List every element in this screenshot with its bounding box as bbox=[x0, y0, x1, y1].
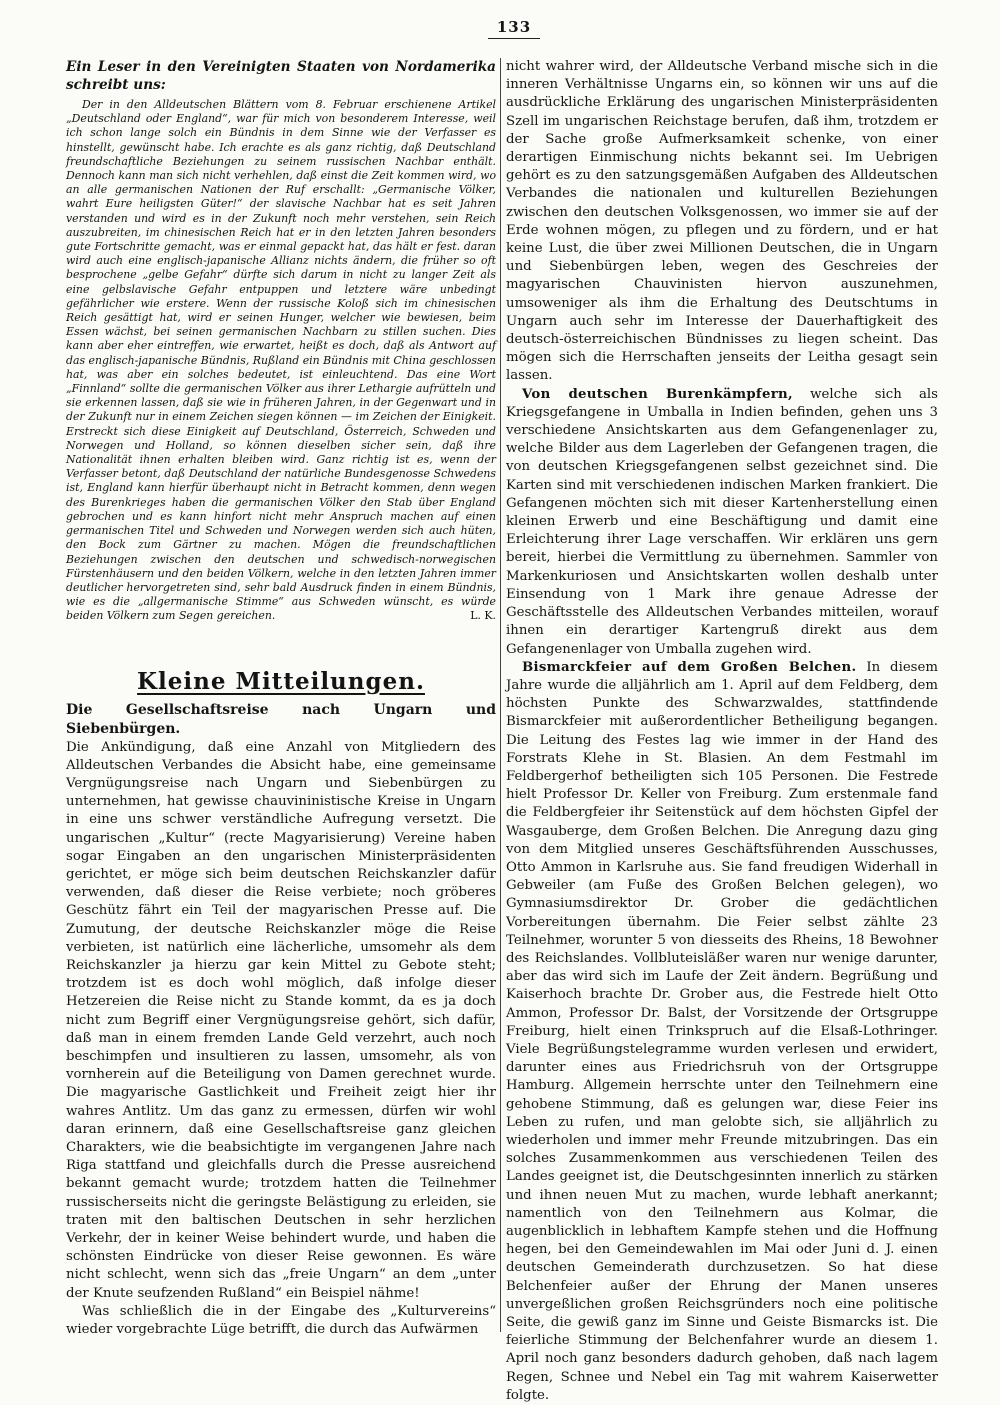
paragraph-lead: Bismarckfeier auf dem Großen Belchen. bbox=[522, 659, 857, 675]
reader-letter bbox=[66, 98, 496, 624]
left-column bbox=[66, 58, 496, 1338]
page-number: 133 bbox=[488, 18, 540, 39]
reader-letter-text: Der in den Alldeutschen Blättern vom 8. Februar erschienene Artikel „Deutschland oder England“, war für mich von besonderem Interesse, weil ich schon lange solch ein Bündnis in dem Sinne wie der Verfasser es hinstellt, gewünscht habe. Ich erachte es als ganz richtig, daß Deutschland freundschaftliche Beziehungen zu seinem russischen Nachbar enthält. Dennoch kann man sich nicht verhehlen, daß einst die Zeit kommen wird, wo an alle germanischen Nationen der Ruf erschallt: „Germanische Völker, wahrt Eure heiligsten Güter!“ der slavische Nachbar hat es seit Jahren verstanden und wird es in der Zukunft noch mehr verstehen, sein Reich auszubreiten, im chinesischen Reich hat er in den letzten Jahren besonders gute Fortschritte gemacht, was er einmal gepackt hat, das hält er fest. daran wird auch eine englisch-japanische Allianz nichts ändern, die früher so oft besprochene „gelbe Gefahr“ dürfte sich darum in nicht zu langer Zeit als eine gelbslavische Gefahr entpuppen und letztere wäre unbedingt gefährlicher wie erstere. Wenn der russische Koloß sich im chinesischen Reich gesättigt hat, wird er seinen Hunger, welcher wie bewiesen, beim Essen wächst, bei seinen germanischen Nachbarn zu stillen suchen. Dies kann aber eher eintreffen, wie erwartet, heißt es doch, daß als Antwort auf das englisch-japanische Bündnis, Rußland ein Bündnis mit China geschlossen hat, was aber ein solches bedeutet, ist einleuchtend. Das eine Wort „Finnland“ sollte die germanischen Völker aus ihrer Lethargie aufrütteln und sie erkennen lassen, daß sie wie in früheren Jahren, in der Gegenwart und in der Zukunft nur in einem Zeichen siegen können — im Zeichen der Einigkeit. Erstreckt sich diese Einigkeit auf Deutschland, Österreich, Schweden und Norwegen und Holland, so können dieselben sicher sein, daß ihre Nationalität ihnen erhalten bleiben wird. Ganz richtig ist es, wenn der Verfasser betont, daß Deutschland der natürliche Bundesgenosse Schwedens ist, England kann hierfür überhaupt nicht in Betracht kommen, denn wegen des Burenkrieges haben die germanischen Völker den Stab über England gebrochen und es kann hinfort nicht mehr Anspruch machen auf einen germanischen Titel und Schweden und Norwegen werden sich auch hüten, den Bock zum Gärtner zu machen. Mögen die freundschaftlichen Beziehungen zwischen den deutschen und schwedisch-norwegischen Fürstenhäusern und den beiden Völkern, welche in den letzten Jahren immer deutlicher hervorgetreten sind, sehr bald Ausdruck finden in einem Bündnis, wie es die „allgermanische Stimme“ aus Schweden wünscht, es würde beiden Völkern zum Segen gereichen. bbox=[66, 98, 496, 623]
article-paragraph bbox=[506, 659, 938, 1405]
column-divider bbox=[500, 58, 501, 1332]
letter-intro: Ein Leser in den Vereinigten Staaten von Nordamerika schreibt uns: bbox=[66, 59, 496, 93]
paragraph-lead: Von deutschen Burenkämpfern, bbox=[522, 386, 793, 402]
article-paragraph bbox=[506, 386, 938, 659]
article-paragraph: Die Ankündigung, daß eine Anzahl von Mitgliedern des Alldeutschen Verbandes die Absicht habe, eine gemeinsame Vergnügungsreise nach Ungarn und Siebenbürgen zu unternehmen, hat gewisse chauvininistische Kreise in Ungarn in eine uns schwer verständliche Aufregung versetzt. Die ungarischen „Kultur“ (recte Magyarisierung) Vereine haben sogar Eingaben an den ungarischen Ministerpräsidenten gerichtet, er möge sich beim deutschen Reichskanzler dafür verwenden, daß dieser die Reise verbiete; noch gröberes Geschütz fährt ein Teil der magyarischen Presse auf. Die Zumutung, der deutsche Reichskanzler möge die Reise verbieten, ist natürlich eine lächerliche, umsomehr als dem Reichskanzler ja hierzu gar kein Mittel zu Gebote steht; trotzdem ist es doch wohl möglich, daß infolge dieser Hetzereien die Reise nicht zu Stande kommt, da es ja doch nicht zum Begriff einer Vergnügungsreise gehört, sich dafür, daß man in einem fremden Lande Geld verzehrt, auch noch beschimpfen und insultieren zu lassen, umsomehr, als von vornherein auf die Beteiligung von Damen gerechnet wurde. Die magyarische Gastlichkeit und Freiheit zeigt hier ihr wahres Antlitz. Um das ganz zu ermessen, dürfen wir wohl daran erinnern, daß eine Gesellschaftsreise ganz gleichen Charakters, wie die beabsichtigte im vergangenen Jahre nach Riga stattfand und gleichfalls durch die Presse ausreichend bekannt gemacht wurde; trotzdem hatten die Teilnehmer russischerseits nicht die geringste Belästigung zu erleiden, sie traten mit den baltischen Deutschen in sehr herzlichen Verkehr, der in keiner Weise behindert wurde, und haben die schönsten Eindrücke von dieser Reise gewonnen. Es wäre nicht schlecht, wenn sich das „freie Ungarn“ an dem „unter der Knute seufzenden Rußland“ ein Beispiel nähme! bbox=[66, 739, 496, 1301]
article-paragraph: Was schließlich die in der Eingabe des „Kulturvereins“ wieder vorgebrachte Lüge betrifft, die durch das Aufwärmen bbox=[66, 1303, 496, 1338]
right-column bbox=[506, 58, 939, 1403]
paragraph-text: In diesem Jahre wurde die alljährlich am 1. April auf dem Feldberg, dem höchsten Punkte des Schwarzwaldes, stattfindende Bismarckfeier mit außerordentlicher Betheiligung begangen. Die Leitung des Festes lag wie immer in der Hand des Forstrats Klehe in St. Blasien. An dem Festmahl im Feldbergerhof betheiligten sich 105 Personen. Die Festrede hielt Professor Dr. Keller von Freiburg. Zum erstenmale fand die Feldbergfeier ihr Seitenstück auf dem höchsten Gipfel der Wasgauberge, dem Großen Belchen. Die Anregung dazu ging von dem Mitglied unseres Geschäftsführenden Ausschusses, Otto Ammon in Karlsruhe aus. Sie fand freudigen Widerhall in Gebweiler (am Fuße des Großen Belchen gelegen), wo Gymnasiumsdirektor Dr. Grober die gedächtlichen Vorbereitungen übernahm. Die Feier selbst zählte 23 Teilnehmer, worunter 5 von diesseits des Rheins, 18 Bewohner des Reichslandes. Vollbluteisläßer waren nur wenige darunter, aber das wird sich im Laufe der Zeit ändern. Begrüßung und Kaiserhoch brachte Dr. Grober aus, die Festrede hielt Otto Ammon, Professor Dr. Balst, der Vorsitzende der Ortsgruppe Freiburg, hielt einen Trinkspruch auf die Elsaß-Lothringer. Viele Begrüßungstelegramme wurden verlesen und erwidert, darunter eines aus Friedrichsruh von der Ortsgruppe Hamburg. Allgemein herrschte unter den Teilnehmern eine gehobene Stimmung, daß es gelungen war, diese Feier ins Leben zu rufen, und man gelobte sich, sie alljährlich zu wiederholen und immer mehr Freunde mitzubringen. Das ein solches Zusammenkommen aus verschiedenen Teilen des Landes geeignet ist, die Deutschgesinnten innerlich zu stärken und ihnen neuen Mut zu machen, wurde lebhaft anerkannt; namentlich von den Teilnehmern aus Kolmar, die augenblicklich in lebhaftem Kampfe stehen und die Hoffnung hegen, bei den Gemeindewahlen im Mai oder Juni d. J. einen deutschen Gemeinderath durchzusetzen. So hat diese Belchenfeier außer der Ehrung der Manen unseres unvergeßlichen großen Reichsgründers noch eine politische Seite, die gewiß ganz im Sinne und Geiste Bismarcks ist. Die feierliche Stimmung der Belchenfahrer wurde an diesem 1. April noch ganz besonders dadurch gehoben, daß nach lagem Regen, Schnee und Nebel ein Tag mit wahrem Kaiserwetter folgte. bbox=[506, 659, 938, 1403]
letter-signature: L. K. bbox=[470, 609, 496, 623]
article-paragraph: nicht wahrer wird, der Alldeutsche Verband mische sich in die inneren Verhältnisse Ungarns ein, so können wir uns auf die ausdrückliche Erklärung des ungarischen Ministerpräsidenten Szell im ungarischen Reichstage berufen, daß ihm, trotzdem er der Sache große Aufmerksamkeit schenke, von einer derartigen Einmischung nichts bekannt sei. Im Uebrigen gehört es zu den satzungsgemäßen Aufgaben des Alldeutschen Verbandes die nationalen und kulturellen Beziehungen zwischen den deutschen Volksgenossen, wo immer sie auf der Erde wohnen mögen, zu pflegen und zu fördern, und er hat keine Lust, die über zwei Millionen Deutschen, die in Ungarn und Siebenbürgen leben, wegen des Geschreies der magyarischen Chauvinisten hiervon auszunehmen, umsoweniger als ihm die Erhaltung des Deutschtums in Ungarn auch sehr im Interesse der Dauerhaftigkeit des deutsch-österreichischen Bündnisses zu liegen scheint. Das mögen sich die Herrschaften jenseits der Leitha gesagt sein lassen. bbox=[506, 59, 938, 384]
section-title: Kleine Mitteilungen. bbox=[137, 667, 425, 695]
subsection-title: Die Gesellschaftsreise nach Ungarn und Siebenbürgen. bbox=[66, 701, 496, 737]
section-gap bbox=[66, 624, 496, 668]
paragraph-text: welche sich als Kriegsgefangene in Umballa in Indien befinden, gehen uns 3 verschiedene Ansichtskarten aus dem Gefangenenlager zu, welche Bilder aus dem Lagerleben der Gefangenen tragen, die von deutschen Kriegsgefangenen selbst gezeichnet sind. Die Karten sind mit verschiedenen indischen Marken frankiert. Die Gefangenen möchten sich mit dieser Kartenherstellung einen kleinen Erwerb und eine Beschäftigung und damit eine Erleichterung ihrer Lage verschaffen. Wir erklären uns gern bereit, hierbei die Vermittlung zu übernehmen. Sammler von Markenkuriosen und Ansichtskarten wollen deshalb unter Einsendung von 1 Mark ihre genaue Adresse der Geschäftsstelle des Alldeutschen Verbandes mitteilen, worauf ihnen ein derartiger Kartengruß direkt aus dem Gefangenenlager von Umballa zugehen wird. bbox=[506, 386, 939, 657]
